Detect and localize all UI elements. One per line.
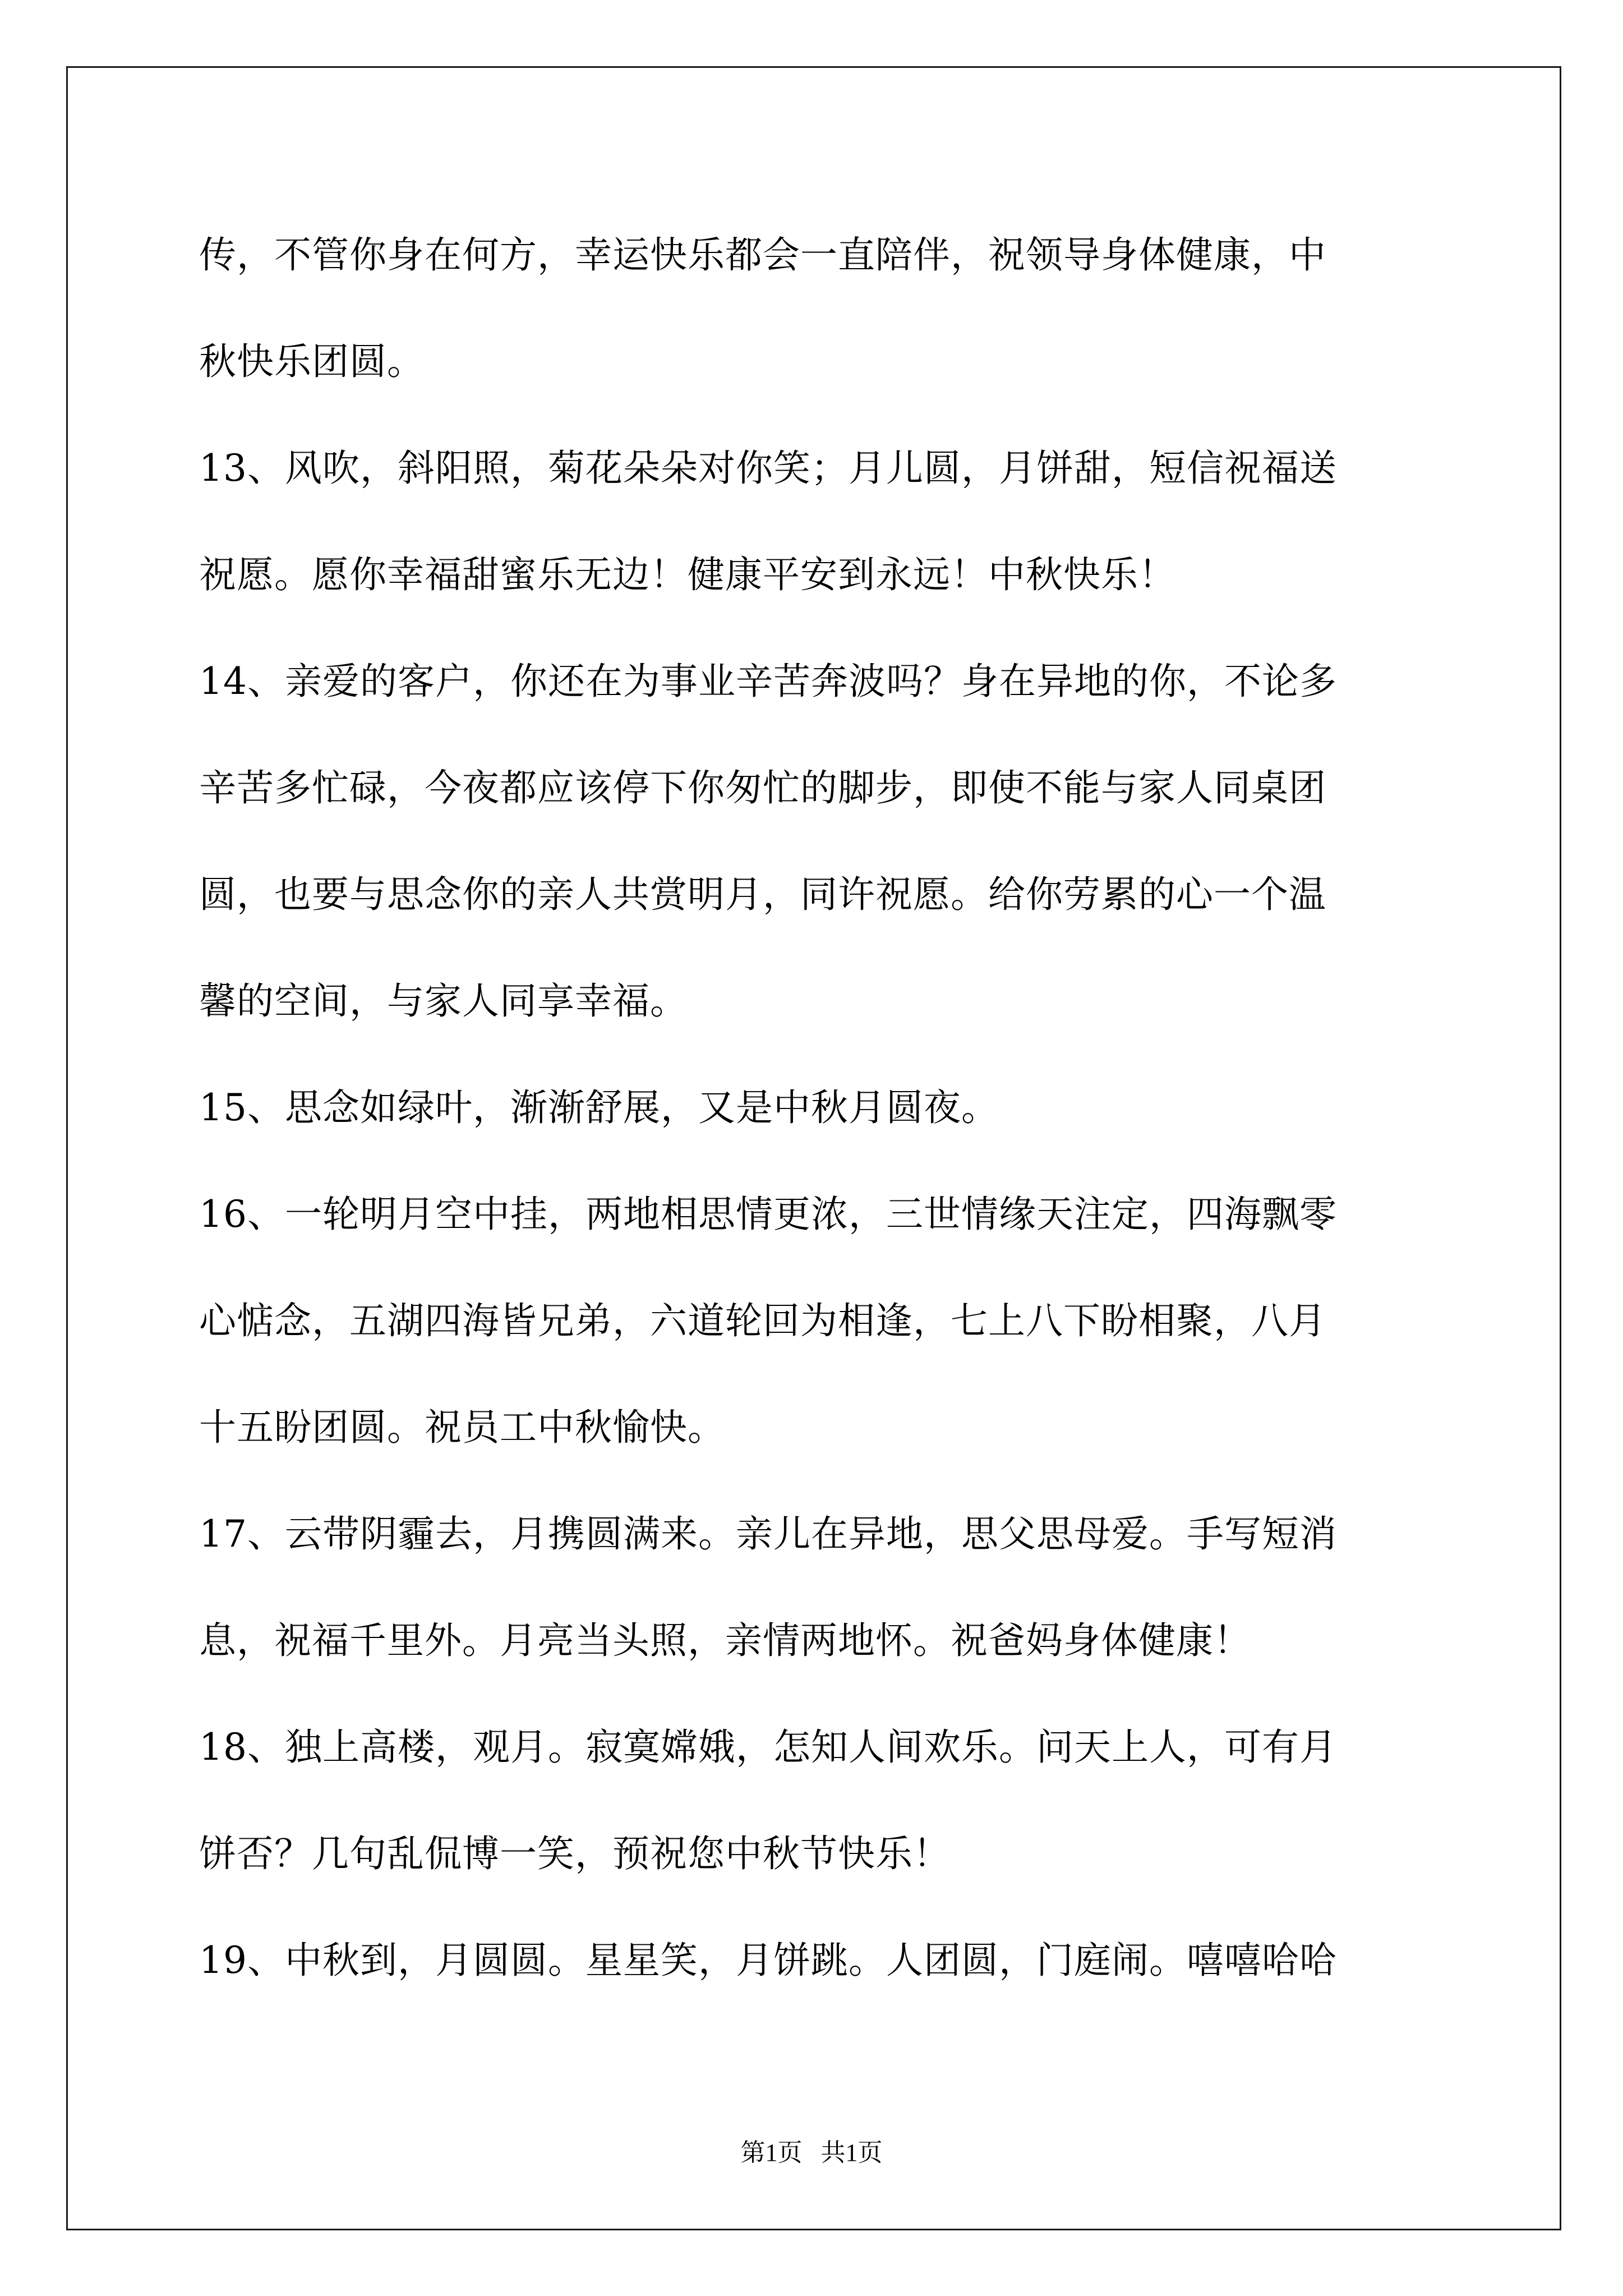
text-line: 18、独上高楼，观月。寂寞嫦娥，怎知人间欢乐。问天上人，可有月 [199,1726,1337,1769]
text-line: 19、中秋到，月圆圆。星星笑，月饼跳。人团圆，门庭闹。嘻嘻哈哈 [199,1939,1337,1982]
text-line: 15、思念如绿叶，渐渐舒展，又是中秋月圆夜。 [199,1086,999,1129]
footer-spacer [803,2139,821,2166]
page-total: 共1页 [820,2139,883,2166]
text-line: 十五盼团圆。祝员工中秋愉快。 [199,1406,725,1449]
text-line: 17、云带阴霾去，月携圆满来。亲儿在异地，思父思母爱。手写短消 [199,1512,1337,1556]
text-line: 息，祝福千里外。月亮当头照，亲情两地怀。祝爸妈身体健康！ [199,1619,1251,1662]
text-line: 辛苦多忙碌，今夜都应该停下你匆忙的脚步，即使不能与家人同桌团 [199,766,1326,809]
text-line: 14、亲爱的客户，你还在为事业辛苦奔波吗？身在异地的你，不论多 [199,660,1337,703]
text-line: 圆，也要与思念你的亲人共赏明月，同许祝愿。给你劳累的心一个温 [199,873,1326,916]
text-line: 心惦念，五湖四海皆兄弟，六道轮回为相逢，七上八下盼相聚，八月 [199,1299,1326,1342]
text-line: 饼否？几句乱侃博一笑，预祝您中秋节快乐！ [199,1832,951,1875]
page-footer [0,2136,1623,2170]
text-line: 传，不管你身在何方，幸运快乐都会一直陪伴，祝领导身体健康，中 [199,233,1326,277]
text-line: 13、风吹，斜阳照，菊花朵朵对你笑；月儿圆，月饼甜，短信祝福送 [199,447,1337,490]
text-line: 秋快乐团圆。 [199,340,425,383]
text-line: 馨的空间，与家人同享幸福。 [199,979,688,1023]
page-number: 第1页 [740,2139,803,2166]
text-line: 16、一轮明月空中挂，两地相思情更浓，三世情缘天注定，四海飘零 [199,1193,1337,1236]
text-line: 祝愿。愿你幸福甜蜜乐无边！健康平安到永远！中秋快乐！ [199,553,1176,596]
document-body [199,202,1438,2014]
